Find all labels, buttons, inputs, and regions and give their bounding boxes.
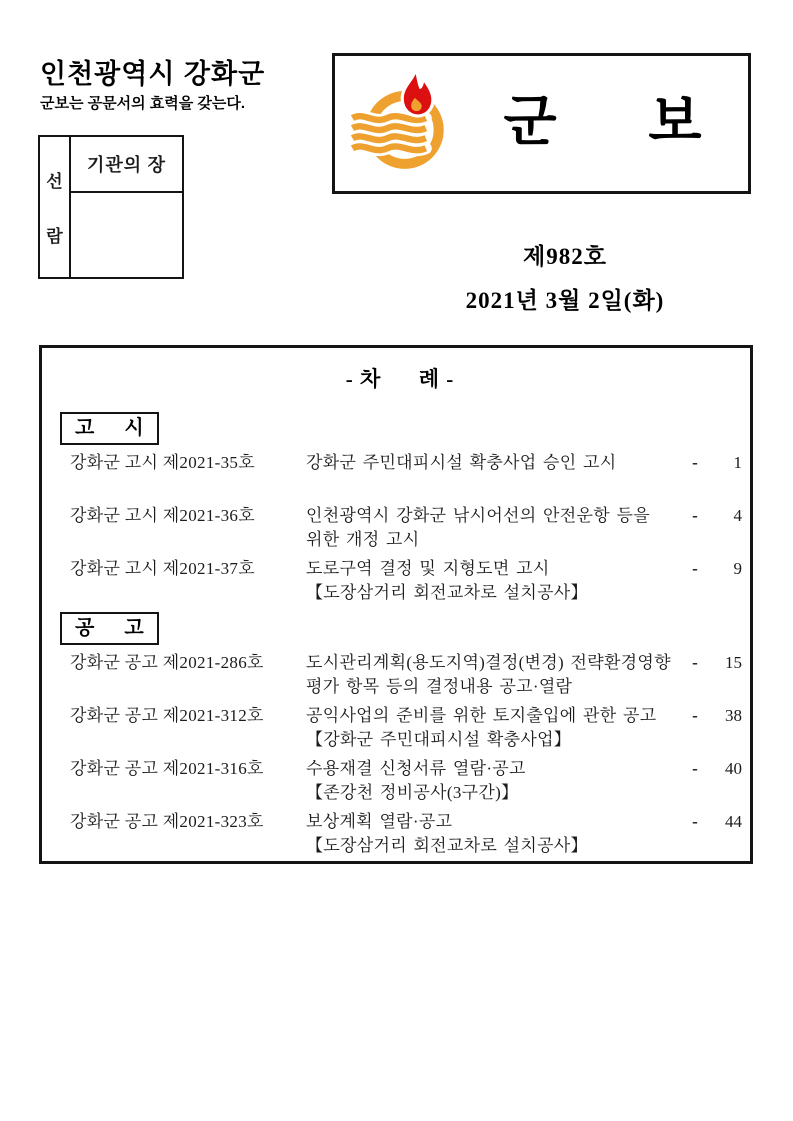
- item-title-line: 【존강천 정비공사(3구간)】: [306, 783, 519, 802]
- item-title-line: 수용재결 신청서류 열람·공고: [306, 759, 526, 778]
- approval-main-column: [71, 137, 182, 277]
- emblem-flame-icon: [404, 74, 432, 114]
- doc-number: 강화군 고시 제2021-36호: [70, 506, 255, 525]
- toc-item: [58, 757, 742, 806]
- toc-item: [58, 704, 742, 753]
- emblem-waves: [353, 116, 426, 150]
- doc-number: 강화군 고시 제2021-37호: [70, 559, 255, 578]
- doc-number: 강화군 고시 제2021-35호: [70, 453, 255, 472]
- approval-cell-blank: [71, 193, 182, 277]
- page-dash: -: [692, 653, 698, 672]
- approval-side-column: [40, 137, 71, 277]
- page-number: 1: [733, 453, 742, 472]
- toc-title: - 차 례 -: [345, 367, 455, 391]
- county-emblem-icon: [347, 71, 457, 177]
- page-dash: -: [692, 506, 698, 525]
- doc-number: 강화군 공고 제2021-286호: [70, 653, 264, 672]
- gazette-banner: [332, 53, 751, 194]
- approval-stamp-table: [38, 135, 184, 279]
- item-title-line: 【도장삼거리 회전교차로 설치공사】: [306, 583, 588, 602]
- page-number: 38: [725, 706, 742, 725]
- page-number: 40: [725, 759, 742, 778]
- item-title: [306, 451, 686, 475]
- region-title: 인천광역시 강화군: [40, 59, 266, 89]
- doc-number: 강화군 공고 제2021-316호: [70, 759, 264, 778]
- toc-item: [58, 651, 742, 700]
- gazette-tagline: 군보는 공문서의 효력을 갖는다.: [40, 95, 246, 112]
- approval-cell-title: 기관의 장: [71, 137, 182, 193]
- page-dash: -: [692, 453, 698, 472]
- item-title: [306, 757, 686, 805]
- side-label-top: 선: [46, 172, 63, 191]
- toc-item: [58, 810, 742, 859]
- page-dash: -: [692, 706, 698, 725]
- page-dash: -: [692, 559, 698, 578]
- toc-item: [58, 557, 742, 606]
- section-label-gonggo: 공 고: [60, 612, 159, 645]
- item-title: [306, 651, 686, 699]
- page-dash: -: [692, 812, 698, 831]
- issue-date: 2021년 3월 2일(화): [465, 288, 665, 313]
- item-title: [306, 557, 686, 605]
- item-title-line: 위한 개정 고시: [306, 530, 420, 549]
- gazette-title: 군 보: [503, 90, 702, 152]
- doc-number: 강화군 공고 제2021-323호: [70, 812, 264, 831]
- item-title-line: 【강화군 주민대피시설 확충사업】: [306, 730, 572, 749]
- item-title-line: 보상계획 열람·공고: [306, 812, 453, 831]
- issue-number: 제982호: [523, 244, 607, 269]
- page-dash: -: [692, 759, 698, 778]
- item-title: [306, 504, 686, 552]
- page-number: 4: [733, 506, 742, 525]
- item-title-line: 【도장삼거리 회전교차로 설치공사】: [306, 836, 588, 855]
- item-title-line: 도시관리계획(용도지역)결정(변경) 전략환경영향: [306, 653, 671, 672]
- item-title: [306, 704, 686, 752]
- section-label-gosi: 고 시: [60, 412, 159, 445]
- toc-item: [58, 451, 742, 500]
- item-title-line: 강화군 주민대피시설 확충사업 승인 고시: [306, 453, 617, 472]
- item-title-line: 인천광역시 강화군 낚시어선의 안전운항 등을: [306, 506, 650, 525]
- page-number: 44: [725, 812, 742, 831]
- toc-item: [58, 504, 742, 553]
- page-number: 9: [733, 559, 742, 578]
- item-title: [306, 810, 686, 858]
- side-label-bottom: 람: [46, 227, 63, 246]
- item-title-line: 공익사업의 준비를 위한 토지출입에 관한 공고: [306, 706, 657, 725]
- item-title-line: 도로구역 결정 및 지형도면 고시: [306, 559, 550, 578]
- page-number: 15: [725, 653, 742, 672]
- item-title-line: 평가 항목 등의 결정내용 공고·열람: [306, 677, 573, 696]
- toc-box: [39, 345, 753, 864]
- doc-number: 강화군 공고 제2021-312호: [70, 706, 264, 725]
